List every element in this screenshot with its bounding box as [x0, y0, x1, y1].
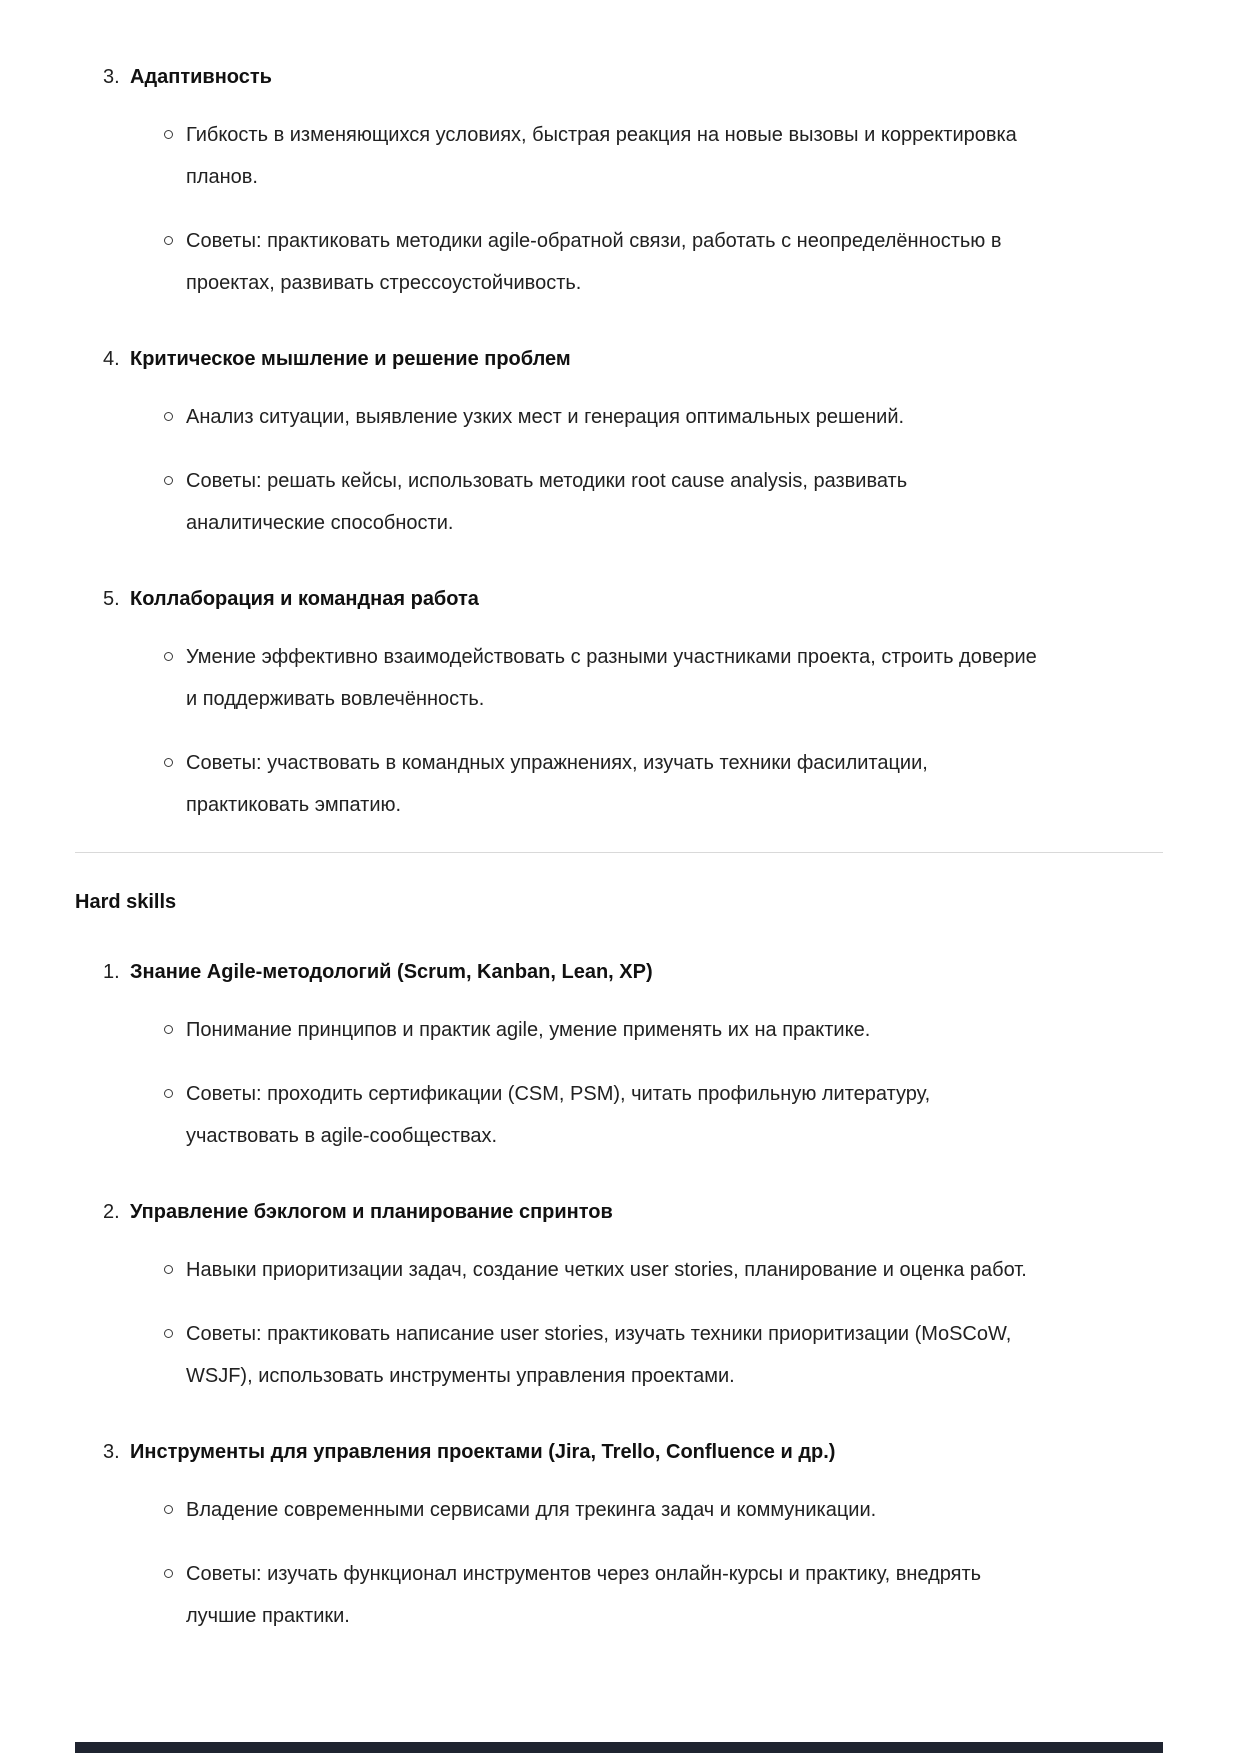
list-item-title: Управление бэклогом и планирование спринтов	[130, 1201, 613, 1223]
list-item-title: Коллаборация и командная работа	[130, 588, 479, 610]
soft-skill-item-adaptivnost	[75, 56, 1163, 304]
bullet-item	[186, 1489, 1163, 1531]
list-item-number: 5.	[103, 588, 120, 610]
hard-skills-heading: Hard skills	[75, 891, 177, 913]
list-item-title: Инструменты для управления проектами (Jira, Trello, Confluence и др.)	[130, 1441, 836, 1463]
hard-skill-item-upravlenie-beklogom	[75, 1191, 1163, 1397]
bullet-text: Советы: проходить сертификации (CSM, PSM), читать профильную литературу, участвовать в agile-сообществах.	[186, 1083, 931, 1147]
bullet-list	[130, 114, 1163, 304]
section-divider	[75, 852, 1163, 853]
bullet-text: Советы: изучать функционал инструментов через онлайн-курсы и практику, внедрять лучшие практики.	[186, 1563, 982, 1627]
list-item-number: 4.	[103, 348, 120, 370]
bullet-item	[186, 1553, 1163, 1637]
list-item-number: 1.	[103, 961, 120, 983]
bullet-text: Советы: решать кейсы, использовать методики root cause analysis, развивать аналитические способности.	[186, 470, 908, 534]
bullet-item	[186, 220, 1163, 304]
bullet-list	[130, 1009, 1163, 1157]
soft-skill-item-kollaboratsiya	[75, 578, 1163, 826]
bullet-item	[186, 1009, 1163, 1051]
list-item-title: Адаптивность	[130, 66, 272, 88]
bullet-text: Советы: участвовать в командных упражнениях, изучать техники фасилитации, практиковать эмпатию.	[186, 752, 928, 816]
bullet-item	[186, 460, 1163, 544]
list-item-title: Критическое мышление и решение проблем	[130, 348, 571, 370]
list-item-number: 3.	[103, 1441, 120, 1463]
cut-off-dark-block	[75, 1742, 1163, 1753]
hard-skill-item-agile-metodologii	[75, 951, 1163, 1157]
bullet-item	[186, 742, 1163, 826]
soft-skill-item-kriticheskoe-myshlenie	[75, 338, 1163, 544]
bullet-item	[186, 1073, 1163, 1157]
bullet-text: Понимание принципов и практик agile, умение применять их на практике.	[186, 1019, 871, 1041]
bullet-text: Гибкость в изменяющихся условиях, быстрая реакция на новые вызовы и корректировка планов.	[186, 124, 1017, 188]
bullet-text: Владение современными сервисами для трекинга задач и коммуникации.	[186, 1499, 877, 1521]
hard-skills-list	[75, 951, 1163, 1637]
soft-skills-list	[75, 56, 1163, 826]
bullet-text: Советы: практиковать написание user stories, изучать техники приоритизации (MoSCoW, WSJF), использовать инструменты управления проектами.	[186, 1323, 1012, 1387]
bullet-text: Навыки приоритизации задач, создание четких user stories, планирование и оценка работ.	[186, 1259, 1027, 1281]
bullet-text: Умение эффективно взаимодействовать с разными участниками проекта, строить доверие и поддерживать вовлечённость.	[186, 646, 1037, 710]
bullet-list	[130, 636, 1163, 826]
bullet-item	[186, 636, 1163, 720]
hard-skill-item-instrumenty	[75, 1431, 1163, 1637]
bullet-text: Анализ ситуации, выявление узких мест и генерация оптимальных решений.	[186, 406, 905, 428]
bullet-list	[130, 396, 1163, 544]
list-item-number: 3.	[103, 66, 120, 88]
bullet-text: Советы: практиковать методики agile-обратной связи, работать с неопределённостью в проектах, развивать стрессоустойчивость.	[186, 230, 1002, 294]
bullet-item	[186, 1313, 1163, 1397]
list-item-number: 2.	[103, 1201, 120, 1223]
bullet-list	[130, 1489, 1163, 1637]
bullet-item	[186, 1249, 1163, 1291]
bullet-item	[186, 396, 1163, 438]
list-item-title: Знание Agile-методологий (Scrum, Kanban, Lean, XP)	[130, 961, 653, 983]
bullet-list	[130, 1249, 1163, 1397]
bullet-item	[186, 114, 1163, 198]
